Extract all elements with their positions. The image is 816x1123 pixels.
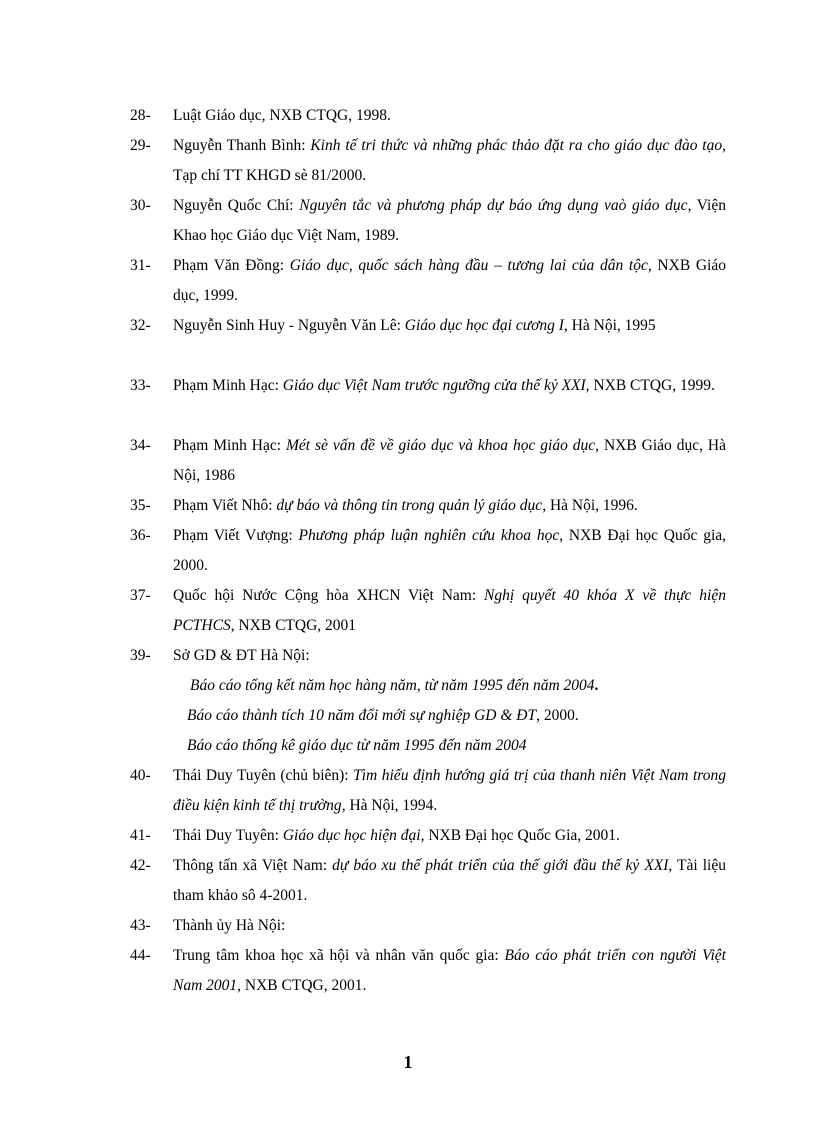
reference-item <box>130 641 726 671</box>
reference-number: 39- <box>130 647 151 664</box>
reference-item <box>130 761 726 821</box>
reference-text: Thông tấn xã Việt Nam: dự báo xu thế phát triển của thế giới đầu thế kỷ XXI, Tài liệu tham khảo sô 4-2001. <box>173 857 726 904</box>
reference-number: 33- <box>130 377 151 394</box>
reference-text: Luật Giáo dục, NXB CTQG, 1998. <box>173 107 391 124</box>
reference-number: 34- <box>130 437 151 454</box>
reference-number: 41- <box>130 827 151 844</box>
reference-number: 35- <box>130 497 151 514</box>
reference-number: 29- <box>130 137 151 154</box>
reference-item <box>130 431 726 491</box>
reference-number: 43- <box>130 917 151 934</box>
reference-text: Nguyễn Quốc Chí: Nguyên tắc và phương pháp dự báo ứng dụng vaò giáo dục, Viện Khao học Giáo dục Việt Nam, 1989. <box>173 197 726 244</box>
reference-item <box>130 311 726 341</box>
reference-text: Sở GD & ĐT Hà Nội: <box>173 647 310 664</box>
reference-item <box>130 371 726 401</box>
reference-text: Nguyễn Thanh Bình: Kinh tế tri thức và những phác thảo đặt ra cho giáo dục đào tạo, Tạp chí TT KHGD sè 81/2000. <box>173 137 726 184</box>
reference-text: Trung tâm khoa học xã hội và nhân văn quốc gia: Báo cáo phát triển con người Việt Nam 2001, NXB CTQG, 2001. <box>173 947 726 994</box>
reference-number: 44- <box>130 947 151 964</box>
reference-number: 40- <box>130 767 151 784</box>
sub-reference-item: Báo cáo tổng kết năm học hàng năm, từ năm 1995 đến năm 2004. <box>190 677 599 694</box>
sub-reference-item: Báo cáo thống kê giáo dục từ năm 1995 đến năm 2004 <box>187 737 527 754</box>
reference-number: 31- <box>130 257 151 274</box>
reference-item <box>130 581 726 641</box>
reference-item <box>130 101 726 131</box>
reference-item <box>130 911 726 941</box>
page-number: 1 <box>403 1052 413 1072</box>
reference-number: 42- <box>130 857 151 874</box>
reference-item <box>130 941 726 1001</box>
sub-reference-item: Báo cáo thành tích 10 năm đổi mới sự nghiệp GD & ĐT, 2000. <box>187 707 579 724</box>
reference-text: Phạm Văn Đồng: Giáo dục, quốc sách hàng đầu – tương lai của dân tộc, NXB Giáo dục, 1999. <box>173 257 726 304</box>
reference-item <box>130 131 726 191</box>
reference-text: Phạm Viết Nhô: dự báo và thông tin trong quản lý giáo dục, Hà Nội, 1996. <box>173 497 638 514</box>
reference-number: 28- <box>130 107 151 124</box>
reference-text: Thái Duy Tuyên: Giáo dục học hiện đại, NXB Đại học Quốc Gia, 2001. <box>173 827 620 844</box>
reference-text: Thành ủy Hà Nội: <box>173 917 286 934</box>
reference-number: 32- <box>130 317 151 334</box>
reference-item <box>130 491 726 521</box>
reference-item <box>130 851 726 911</box>
reference-number: 30- <box>130 197 151 214</box>
reference-text: Quốc hội Nước Cộng hòa XHCN Việt Nam: Nghị quyết 40 khóa X về thực hiện PCTHCS, NXB CTQG, 2001 <box>173 587 726 634</box>
reference-item <box>130 521 726 581</box>
reference-text: Phạm Viết Vượng: Phương pháp luận nghiên cứu khoa học, NXB Đại học Quốc gia, 2000. <box>173 527 727 574</box>
reference-item <box>130 191 726 251</box>
reference-text: Phạm Minh Hạc: Giáo dục Việt Nam trước ngưỡng cửa thế kỷ XXI, NXB CTQG, 1999. <box>173 377 715 394</box>
reference-text: Nguyễn Sinh Huy - Nguyễn Văn Lê: Giáo dục học đại cương I, Hà Nội, 1995 <box>173 317 656 334</box>
reference-text: Phạm Minh Hạc: Mét sè vấn đề về giáo dục và khoa học giáo dục, NXB Giáo dục, Hà Nội, 1986 <box>173 437 727 484</box>
reference-number: 37- <box>130 587 151 604</box>
reference-number: 36- <box>130 527 151 544</box>
reference-item <box>130 821 726 851</box>
reference-item <box>130 251 726 311</box>
reference-text: Thái Duy Tuyên (chủ biên): Tìm hiểu định hướng giá trị của thanh niên Việt Nam trong điều kiện kinh tế thị trường, Hà Nội, 1994. <box>173 767 726 814</box>
